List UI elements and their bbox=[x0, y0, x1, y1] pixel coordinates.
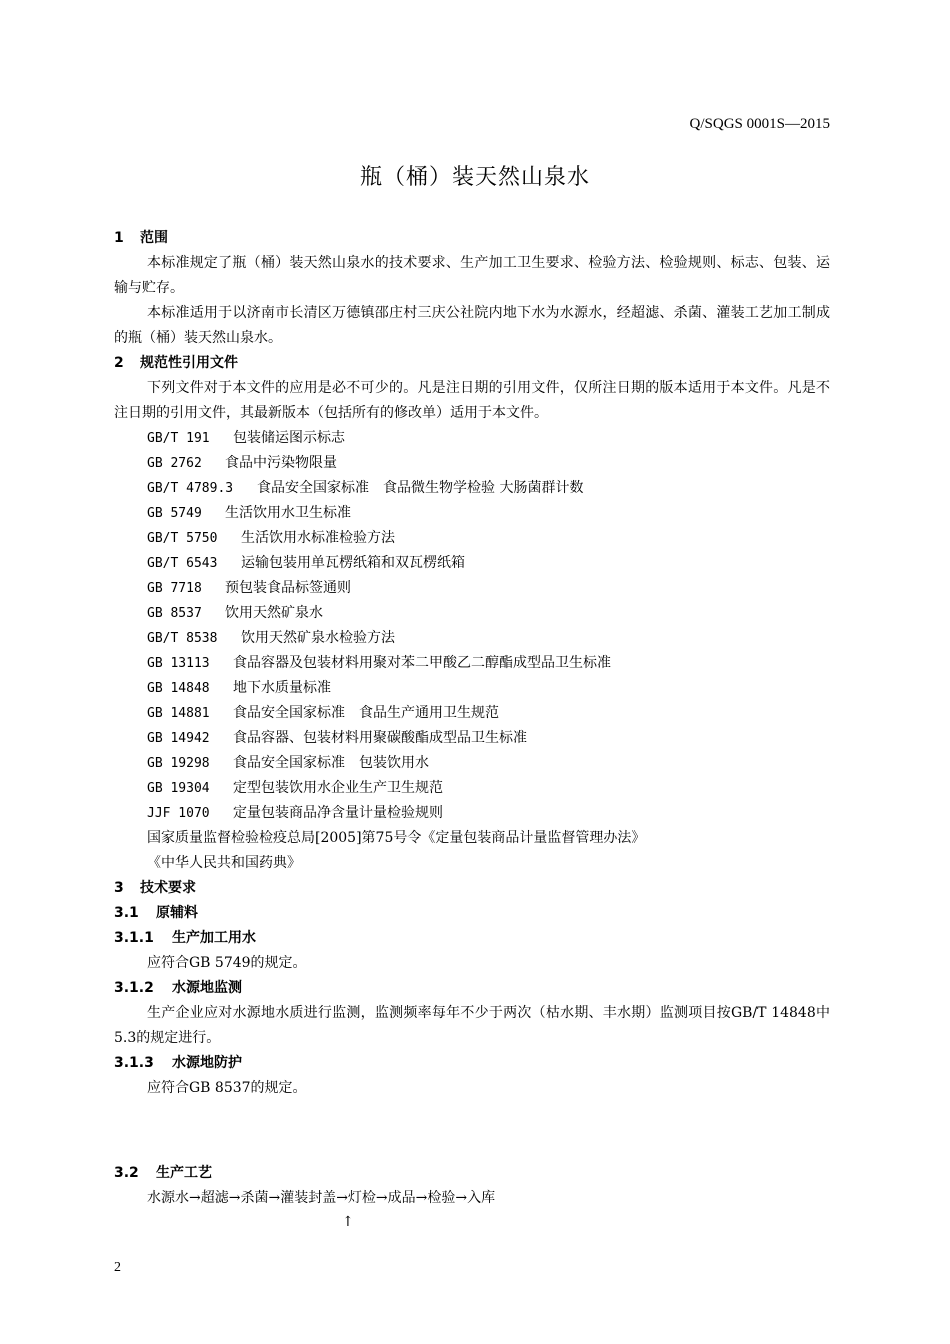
reference-item: GB/T 8538 饮用天然矿泉水检验方法 bbox=[147, 630, 395, 646]
section-title: 范围 bbox=[140, 230, 168, 246]
reference-item: GB 8537 饮用天然矿泉水 bbox=[147, 605, 323, 621]
reference-item: GB 14942 食品容器、包装材料用聚碳酸酯成型品卫生标准 bbox=[147, 730, 527, 746]
paragraph: 生产企业应对水源地水质进行监测，监测频率每年不少于两次（枯水期、丰水期）监测项目按GB/T 14848中5.3的规定进行。 bbox=[114, 1005, 830, 1046]
section-heading-1 bbox=[114, 226, 830, 251]
section-heading-3 bbox=[114, 876, 830, 901]
paragraph: 本标准规定了瓶（桶）装天然山泉水的技术要求、生产加工卫生要求、检验方法、检验规则、标志、包装、运输与贮存。 bbox=[114, 255, 830, 296]
reference-item: GB 14848 地下水质量标准 bbox=[147, 680, 331, 696]
section-heading-3-1 bbox=[114, 901, 830, 926]
document-title: 瓶（桶）装天然山泉水 bbox=[359, 165, 590, 190]
section-number: 3 bbox=[114, 880, 124, 896]
section-title: 原辅料 bbox=[156, 905, 198, 921]
standard-code: Q/SQGS 0001S—2015 bbox=[689, 116, 830, 132]
reference-item: GB/T 191 包装储运图示标志 bbox=[147, 430, 345, 446]
section-number: 3.1 bbox=[114, 905, 139, 921]
reference-item: GB 7718 预包装食品标签通则 bbox=[147, 580, 351, 596]
up-arrow-icon: ↑ bbox=[342, 1214, 354, 1230]
reference-item: 国家质量监督检验检疫总局[2005]第75号令《定量包装商品计量监督管理办法》 bbox=[147, 830, 646, 846]
paragraph: 应符合GB 5749的规定。 bbox=[147, 955, 307, 971]
section-number: 3.1.1 bbox=[114, 930, 154, 946]
section-heading-3-1-3 bbox=[114, 1051, 830, 1076]
reference-item: 《中华人民共和国药典》 bbox=[147, 855, 301, 871]
reference-item: GB 5749 生活饮用水卫生标准 bbox=[147, 505, 351, 521]
section-title: 生产工艺 bbox=[156, 1165, 212, 1181]
reference-item: JJF 1070 定量包装商品净含量计量检验规则 bbox=[147, 805, 443, 821]
reference-item: GB 13113 食品容器及包装材料用聚对苯二甲酸乙二醇酯成型品卫生标准 bbox=[147, 655, 611, 671]
reference-item: GB/T 4789.3 食品安全国家标准 食品微生物学检验 大肠菌群计数 bbox=[147, 480, 584, 496]
paragraph: 本标准适用于以济南市长清区万德镇邵庄村三庆公社院内地下水为水源水，经超滤、杀菌、灌装工艺加工制成的瓶（桶）装天然山泉水。 bbox=[114, 305, 830, 346]
reference-item: GB 14881 食品安全国家标准 食品生产通用卫生规范 bbox=[147, 705, 499, 721]
section-heading-3-1-2 bbox=[114, 976, 830, 1001]
page-number: 2 bbox=[114, 1260, 121, 1275]
section-title: 规范性引用文件 bbox=[140, 355, 238, 371]
section-title: 水源地防护 bbox=[172, 1055, 242, 1071]
section-number: 3.1.2 bbox=[114, 980, 154, 996]
spacer bbox=[114, 1101, 830, 1161]
reference-item: GB/T 6543 运输包装用单瓦楞纸箱和双瓦楞纸箱 bbox=[147, 555, 465, 571]
reference-item: GB 2762 食品中污染物限量 bbox=[147, 455, 337, 471]
document-body bbox=[114, 226, 830, 1233]
process-flow: 水源水→超滤→杀菌→灌装封盖→灯检→成品→检验→入库 bbox=[147, 1190, 496, 1206]
section-title: 生产加工用水 bbox=[172, 930, 256, 946]
reference-item: GB 19298 食品安全国家标准 包装饮用水 bbox=[147, 755, 429, 771]
section-number: 1 bbox=[114, 230, 124, 246]
section-title: 技术要求 bbox=[140, 880, 196, 896]
reference-item: GB 19304 定型包装饮用水企业生产卫生规范 bbox=[147, 780, 443, 796]
section-number: 3.1.3 bbox=[114, 1055, 154, 1071]
section-heading-3-2 bbox=[114, 1161, 830, 1186]
section-heading-3-1-1 bbox=[114, 926, 830, 951]
paragraph: 下列文件对于本文件的应用是必不可少的。凡是注日期的引用文件，仅所注日期的版本适用于本文件。凡是不注日期的引用文件，其最新版本（包括所有的修改单）适用于本文件。 bbox=[114, 380, 830, 421]
section-number: 2 bbox=[114, 355, 124, 371]
section-heading-2 bbox=[114, 351, 830, 376]
section-number: 3.2 bbox=[114, 1165, 139, 1181]
section-title: 水源地监测 bbox=[172, 980, 242, 996]
paragraph: 应符合GB 8537的规定。 bbox=[147, 1080, 307, 1096]
reference-item: GB/T 5750 生活饮用水标准检验方法 bbox=[147, 530, 395, 546]
reference-list bbox=[114, 426, 830, 876]
